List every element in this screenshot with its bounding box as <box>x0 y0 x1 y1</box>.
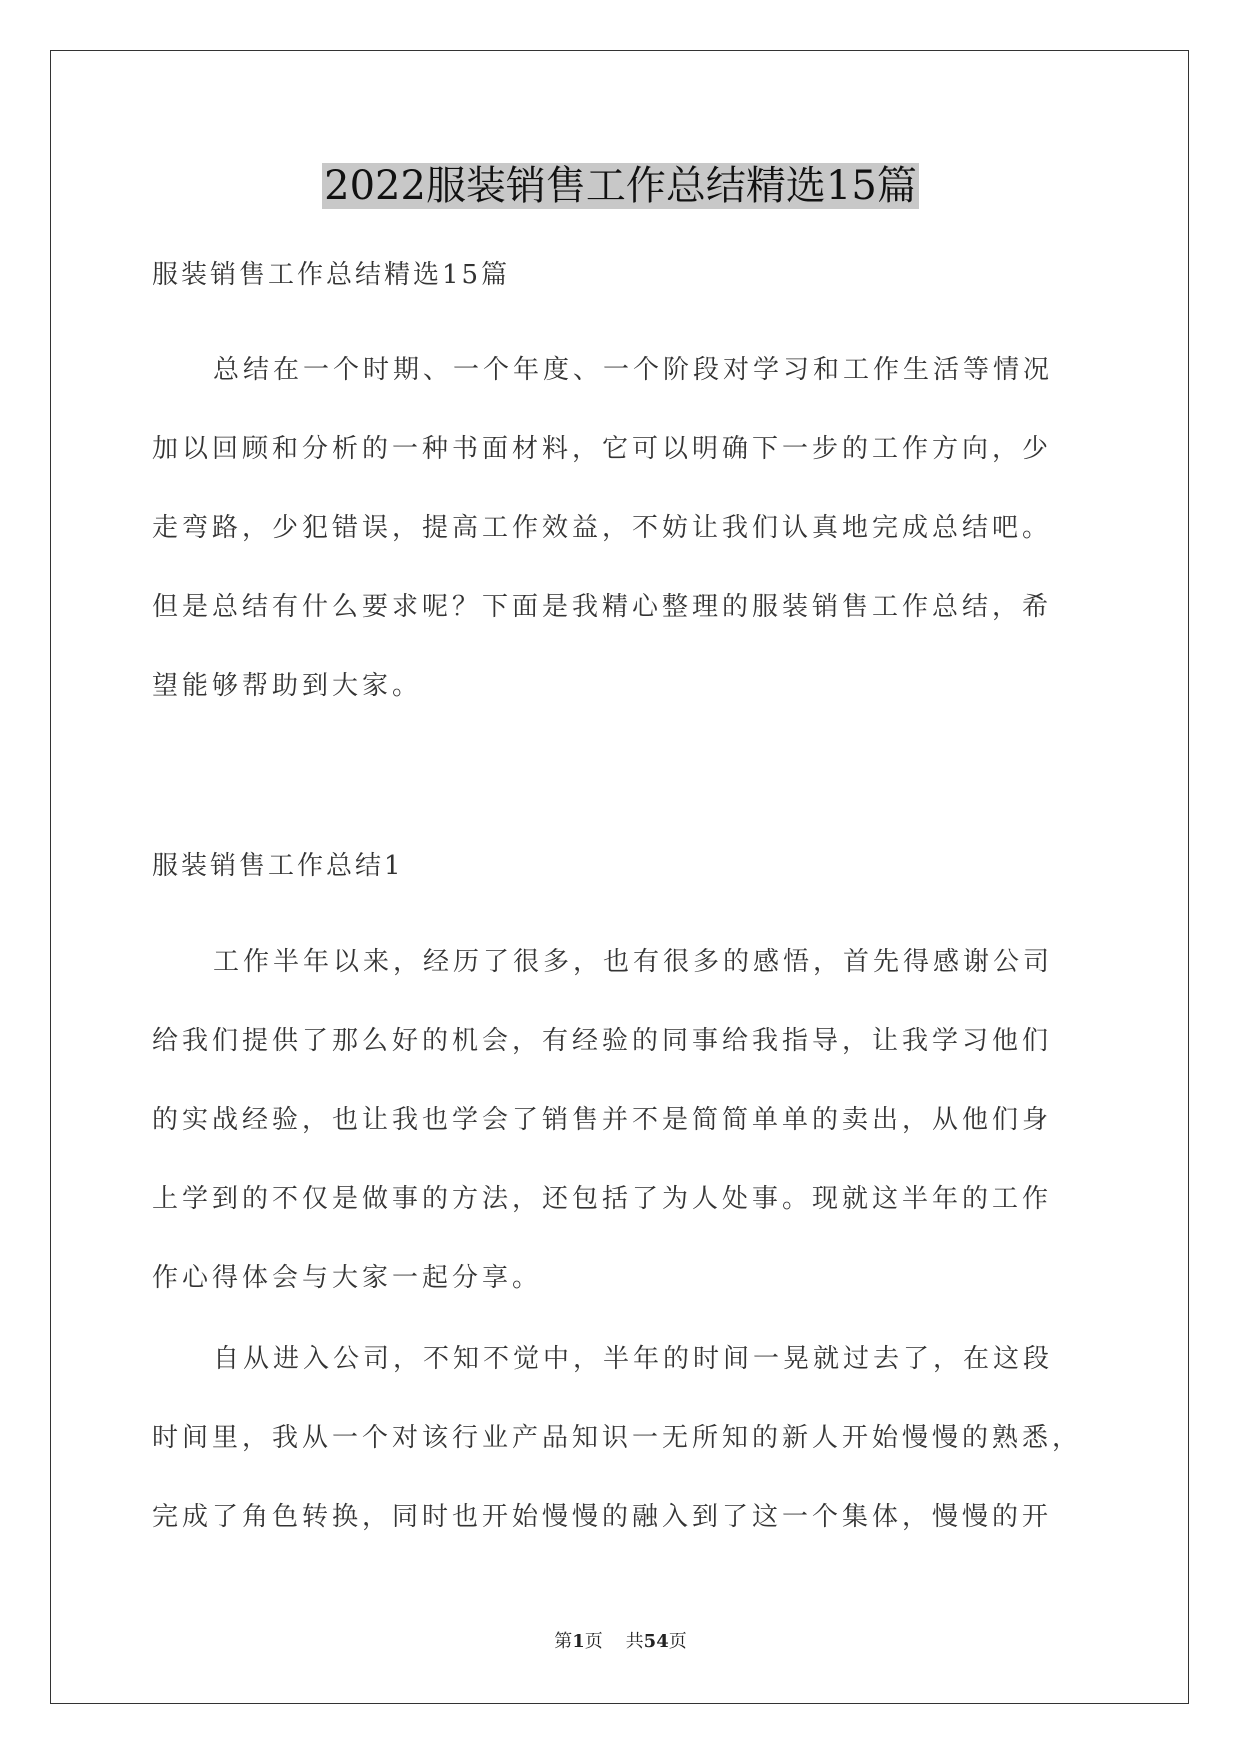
page-prefix: 第 <box>554 1631 573 1652</box>
intro-paragraph <box>152 331 1092 726</box>
paragraph-line: 望能够帮助到大家。 <box>152 671 423 701</box>
total-prefix: 共 <box>625 1631 644 1652</box>
section-paragraph-1 <box>152 923 1092 1318</box>
document-title-text: 2022服装销售工作总结精选15篇 <box>324 163 917 209</box>
page-footer <box>0 1630 1241 1654</box>
document-subtitle: 服装销售工作总结精选15篇 <box>152 260 511 290</box>
section-heading: 服装销售工作总结1 <box>152 851 404 881</box>
page-suffix: 页 <box>584 1631 603 1652</box>
paragraph-line: 工作半年以来，经历了很多，也有很多的感悟，首先得感谢公司 <box>213 947 1054 977</box>
paragraph-line: 的实战经验，也让我也学会了销售并不是简简单单的卖出，从他们身 <box>152 1105 1053 1135</box>
section-paragraph-2 <box>152 1320 1092 1557</box>
total-pages: 54 <box>643 1631 669 1652</box>
paragraph-line: 但是总结有什么要求呢？下面是我精心整理的服装销售工作总结，希 <box>152 592 1053 622</box>
paragraph-line: 给我们提供了那么好的机会，有经验的同事给我指导，让我学习他们 <box>152 1026 1053 1056</box>
paragraph-line: 作心得体会与大家一起分享。 <box>152 1263 543 1293</box>
paragraph-line: 时间里，我从一个对该行业产品知识一无所知的新人开始慢慢的熟悉， <box>152 1423 1083 1453</box>
paragraph-line: 上学到的不仅是做事的方法，还包括了为人处事。现就这半年的工作 <box>152 1184 1053 1214</box>
paragraph-line: 完成了角色转换，同时也开始慢慢的融入到了这一个集体，慢慢的开 <box>152 1502 1053 1532</box>
page-number: 1 <box>572 1631 585 1652</box>
paragraph-line: 走弯路，少犯错误，提高工作效益，不妨让我们认真地完成总结吧。 <box>152 513 1053 543</box>
paragraph-line: 加以回顾和分析的一种书面材料，它可以明确下一步的工作方向，少 <box>152 434 1053 464</box>
total-suffix: 页 <box>668 1631 687 1652</box>
document-title <box>0 158 1241 214</box>
paragraph-line: 总结在一个时期、一个年度、一个阶段对学习和工作生活等情况 <box>213 355 1054 385</box>
paragraph-line: 自从进入公司，不知不觉中，半年的时间一晃就过去了，在这段 <box>213 1344 1054 1374</box>
